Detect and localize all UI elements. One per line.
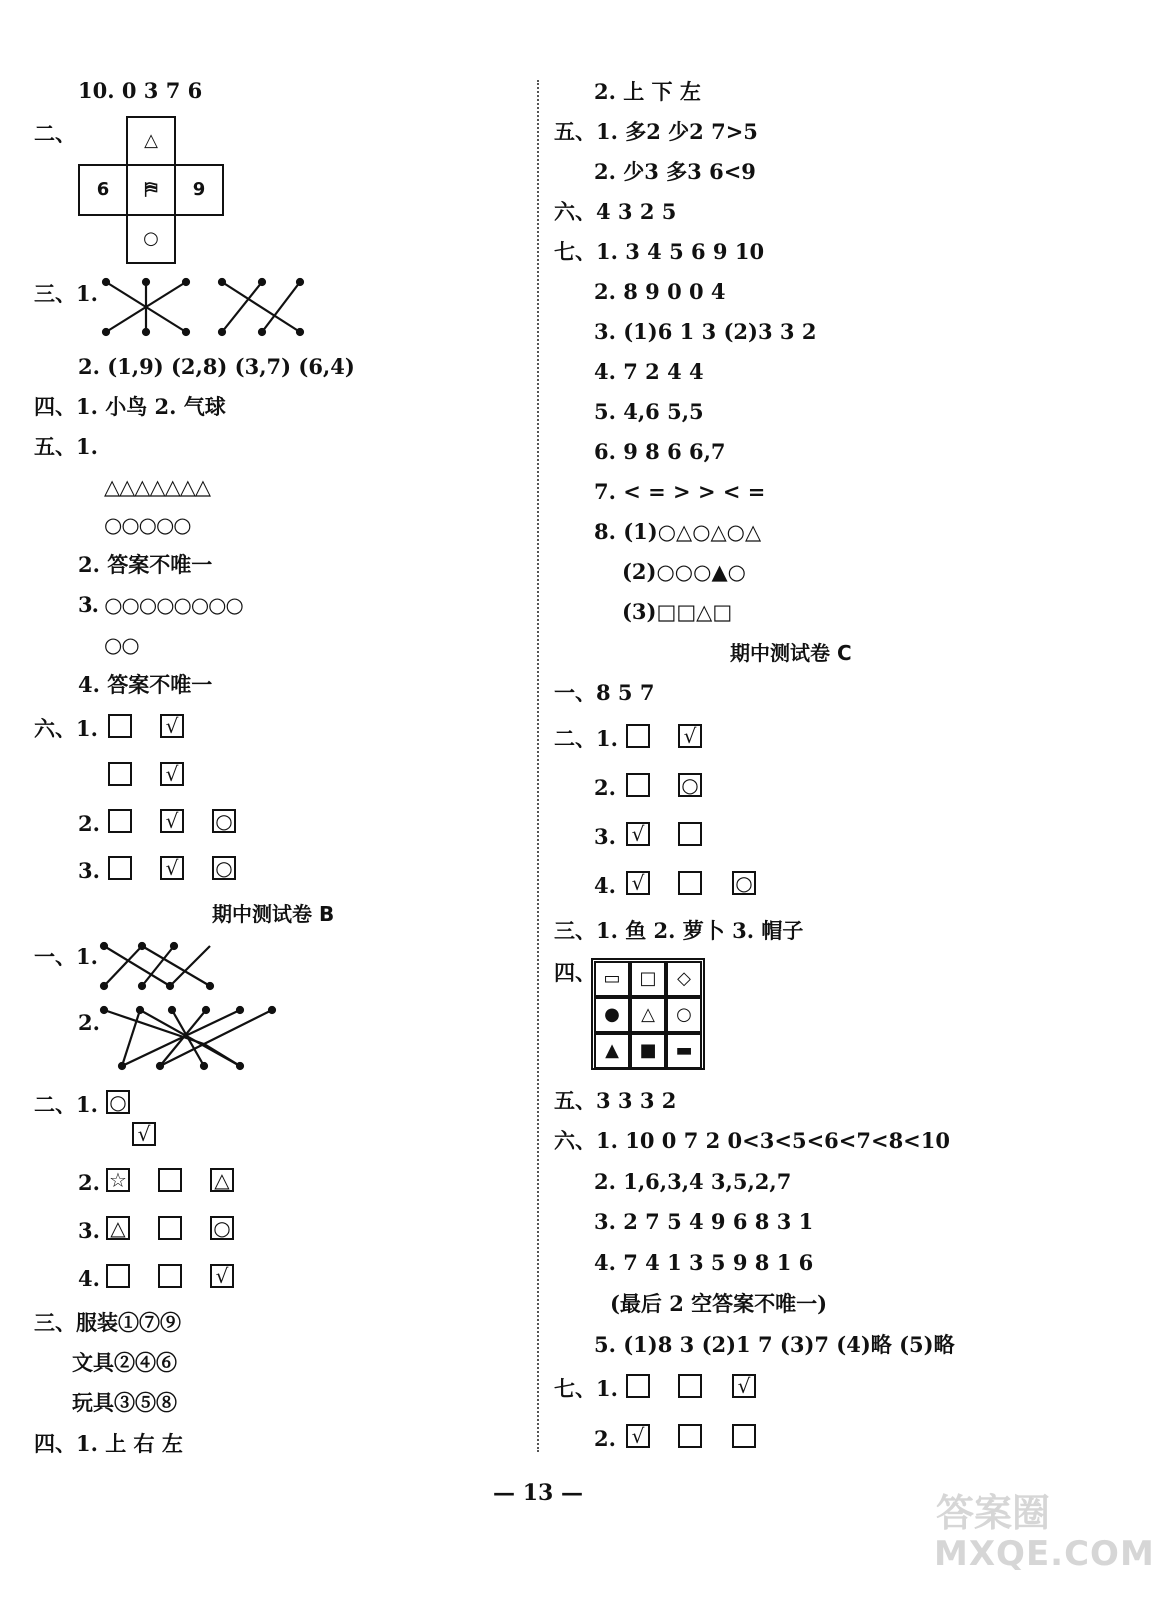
matching-lines-diagram bbox=[100, 276, 310, 340]
answer-box-empty bbox=[626, 724, 650, 748]
item-number: 2. bbox=[78, 1170, 100, 1195]
answer-line: 4. 答案不唯一 bbox=[78, 672, 213, 697]
grid-cell: ● bbox=[594, 997, 630, 1033]
answer-box-circled: ○ bbox=[212, 856, 236, 880]
answer-box-checked: √ bbox=[732, 1374, 756, 1398]
answer-box-triangle: △ bbox=[210, 1168, 234, 1192]
page-number bbox=[478, 1480, 598, 1506]
answer-line: 6. 9 8 6 6,7 bbox=[594, 439, 726, 464]
answer-line: 六、1. 10 0 7 2 0<3<5<6<7<8<10 bbox=[554, 1128, 951, 1153]
answer-line: 8. (1)○△○△○△ bbox=[594, 519, 762, 544]
grid-cell: □ bbox=[630, 961, 666, 997]
answer-box-checked: √ bbox=[132, 1122, 156, 1146]
answer-line: 2. (1,9) (2,8) (3,7) (6,4) bbox=[78, 354, 355, 379]
answer-box-empty bbox=[108, 762, 132, 786]
watermark-url: MXQE.COM bbox=[934, 1534, 1155, 1574]
answer-line: 7. < = > > < = bbox=[594, 479, 766, 504]
answer-box-empty bbox=[678, 1374, 702, 1398]
grid-cell: △ bbox=[630, 997, 666, 1033]
answer-box-checked: √ bbox=[160, 809, 184, 833]
section-label: 五、1. bbox=[34, 434, 98, 459]
grid-cell: ◇ bbox=[666, 961, 702, 997]
circle-row: 3. ○○○○○○○○ bbox=[78, 592, 243, 617]
answer-box-checked: √ bbox=[626, 871, 650, 895]
answer-box-empty bbox=[626, 1374, 650, 1398]
section-title: 期中测试卷 C bbox=[730, 641, 852, 665]
answer-line: 五、1. 多2 少2 7>5 bbox=[554, 119, 758, 144]
matching-lines-diagram bbox=[100, 1004, 280, 1072]
section-label: 二、1. bbox=[34, 1092, 98, 1117]
item-number: 3. bbox=[78, 1218, 100, 1243]
section-label: 二、 bbox=[34, 121, 76, 146]
watermark-logo: 答案圈 bbox=[936, 1491, 1051, 1535]
answer-line: 2. 上 下 左 bbox=[594, 79, 701, 104]
section-label: 六、1. bbox=[34, 716, 98, 741]
answer-box-empty bbox=[626, 773, 650, 797]
answer-line: 六、4 3 2 5 bbox=[554, 199, 677, 224]
item-number: 4. bbox=[78, 1266, 100, 1291]
answer-box-checked: √ bbox=[160, 856, 184, 880]
dash-left: — bbox=[493, 1480, 523, 1506]
grid-cell: ▭ bbox=[594, 961, 630, 997]
answer-line: 七、1. 3 4 5 6 9 10 bbox=[554, 239, 765, 264]
answer-line: 2. 1,6,3,4 3,5,2,7 bbox=[594, 1169, 792, 1194]
answer-box-checked: √ bbox=[678, 724, 702, 748]
section-label: 一、1. bbox=[34, 944, 98, 969]
answer-line: 4. 7 2 4 4 bbox=[594, 359, 704, 384]
answer-box-empty bbox=[732, 1424, 756, 1448]
section-title: 期中测试卷 B bbox=[212, 902, 335, 926]
item-number: 2. bbox=[78, 1010, 100, 1035]
answer-box-triangle: △ bbox=[106, 1216, 130, 1240]
item-number: 2. bbox=[78, 811, 100, 836]
item-number: 3. bbox=[78, 858, 100, 883]
answer-line: 3. 2 7 5 4 9 6 8 3 1 bbox=[594, 1209, 814, 1234]
item-number: 4. bbox=[594, 873, 616, 898]
dash-right: — bbox=[553, 1480, 583, 1506]
item-number: 2. bbox=[594, 775, 616, 800]
answer-box-empty bbox=[678, 822, 702, 846]
answer-box-checked: √ bbox=[626, 822, 650, 846]
answer-line: 三、1. 鱼 2. 萝卜 3. 帽子 bbox=[554, 918, 804, 943]
circle-row: ○○ bbox=[104, 632, 139, 657]
answer-line: 5. 4,6 5,5 bbox=[594, 399, 704, 424]
answer-line: 四、1. 上 右 左 bbox=[34, 1431, 183, 1456]
answer-box-circled: ○ bbox=[210, 1216, 234, 1240]
matching-lines-diagram bbox=[100, 940, 230, 992]
answer-line: 玩具③⑤⑧ bbox=[72, 1390, 177, 1415]
answer-box-empty bbox=[158, 1168, 182, 1192]
answer-line: 一、8 5 7 bbox=[554, 680, 655, 705]
net-right-cell: 9 bbox=[174, 164, 224, 216]
answer-box-circled: ○ bbox=[678, 773, 702, 797]
circle-row: ○○○○○ bbox=[104, 512, 191, 537]
net-top-cell: △ bbox=[126, 116, 176, 166]
answer-line: 3. (1)6 1 3 (2)3 3 2 bbox=[594, 319, 817, 344]
section-label: 三、1. bbox=[34, 281, 98, 306]
answer-line: 10. 0 3 7 6 bbox=[78, 78, 203, 103]
item-number: 3. bbox=[594, 824, 616, 849]
answer-box-empty bbox=[158, 1264, 182, 1288]
shape-grid bbox=[591, 958, 705, 1070]
answer-line: (2)○○○▲○ bbox=[622, 559, 746, 584]
answer-box-empty bbox=[108, 856, 132, 880]
answer-line: 2. 答案不唯一 bbox=[78, 552, 213, 577]
section-label: 七、1. bbox=[554, 1376, 618, 1401]
answer-line: (3)□□△□ bbox=[622, 599, 733, 624]
answer-box-checked: √ bbox=[160, 714, 184, 738]
answer-line: 四、1. 小鸟 2. 气球 bbox=[34, 394, 226, 419]
answer-box-empty bbox=[108, 809, 132, 833]
grid-cell: ▬ bbox=[666, 1033, 702, 1069]
answer-line: 五、3 3 3 2 bbox=[554, 1088, 677, 1113]
answer-box-star: ☆ bbox=[106, 1168, 130, 1192]
answer-line: 5. (1)8 3 (2)1 7 (3)7 (4)略 (5)略 bbox=[594, 1332, 955, 1357]
section-label: 四、 bbox=[554, 960, 596, 985]
item-number: 2. bbox=[594, 1426, 616, 1451]
answer-box-empty bbox=[158, 1216, 182, 1240]
answer-box-empty bbox=[106, 1264, 130, 1288]
grid-cell: ■ bbox=[630, 1033, 666, 1069]
answer-box-empty bbox=[678, 1424, 702, 1448]
answer-box-checked: √ bbox=[160, 762, 184, 786]
answer-line: 4. 7 4 1 3 5 9 8 1 6 bbox=[594, 1250, 814, 1275]
answer-box-empty bbox=[678, 871, 702, 895]
answer-line: 文具②④⑥ bbox=[72, 1350, 177, 1375]
page-number-value: 13 bbox=[522, 1480, 554, 1506]
column-divider bbox=[537, 80, 539, 1452]
answer-line: 2. 8 9 0 0 4 bbox=[594, 279, 726, 304]
answer-box-checked: √ bbox=[210, 1264, 234, 1288]
net-left-cell: 6 bbox=[78, 164, 128, 216]
section-label: 二、1. bbox=[554, 726, 618, 751]
net-middle-cell: ⛿ bbox=[126, 164, 176, 216]
answer-box-empty bbox=[108, 714, 132, 738]
answer-box-circled: ○ bbox=[106, 1090, 130, 1114]
answer-note: (最后 2 空答案不唯一) bbox=[610, 1291, 828, 1316]
grid-cell: ▲ bbox=[594, 1033, 630, 1069]
answer-line: 2. 少3 多3 6<9 bbox=[594, 159, 756, 184]
answer-box-circled: ○ bbox=[212, 809, 236, 833]
triangle-row: △△△△△△△ bbox=[104, 474, 211, 499]
answer-box-checked: √ bbox=[626, 1424, 650, 1448]
net-bottom-cell: ○ bbox=[126, 214, 176, 264]
answer-box-circled: ○ bbox=[732, 871, 756, 895]
answer-line: 三、服装①⑦⑨ bbox=[34, 1310, 181, 1335]
grid-cell: ○ bbox=[666, 997, 702, 1033]
